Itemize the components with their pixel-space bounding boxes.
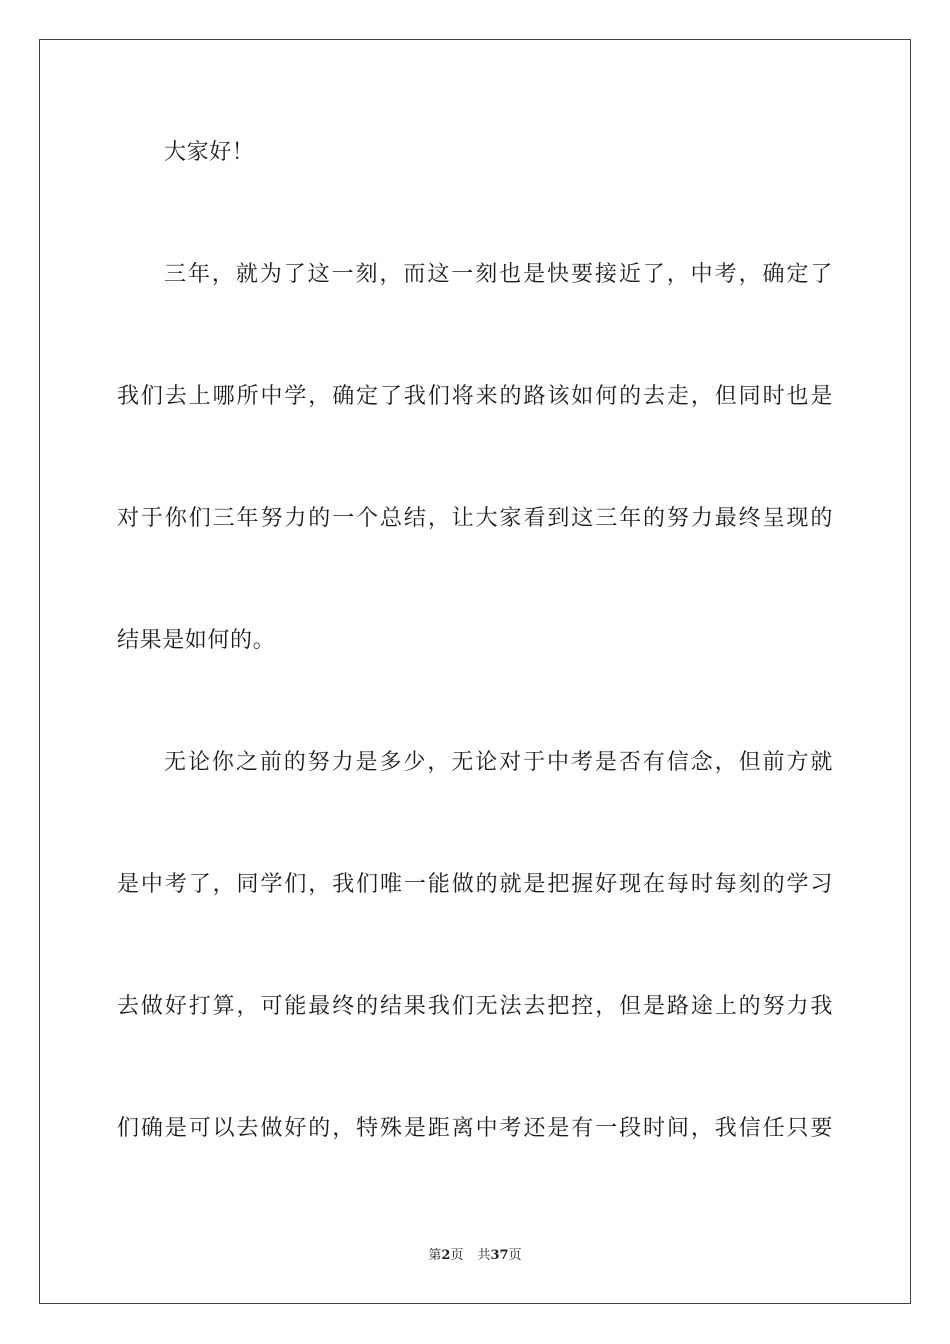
page-suffix: 页: [450, 1248, 464, 1263]
paragraph-1-line-4: 结果是如何的。: [117, 628, 276, 653]
total-pages: 37: [490, 1248, 509, 1263]
paragraph-2-line-4: 们确是可以去做好的，特殊是距离中考还是有一段时间，我信任只要: [117, 1116, 833, 1141]
page-number: 2: [441, 1248, 451, 1263]
page-prefix: 第: [428, 1248, 442, 1263]
paragraph-2-line-3: 去做好打算，可能最终的结果我们无法去把控，但是路途上的努力我: [117, 994, 833, 1019]
greeting-line: 大家好！: [164, 140, 255, 165]
total-suffix: 页: [508, 1248, 522, 1263]
page-footer: [0, 1246, 950, 1266]
paragraph-1-line-3: 对于你们三年努力的一个总结，让大家看到这三年的努力最终呈现的: [117, 506, 833, 531]
paragraph-2-line-1: 无论你之前的努力是多少，无论对于中考是否有信念，但前方就: [164, 750, 833, 775]
paragraph-1-line-2: 我们去上哪所中学，确定了我们将来的路该如何的去走，但同时也是: [117, 384, 833, 409]
paragraph-1-line-1: 三年，就为了这一刻，而这一刻也是快要接近了，中考，确定了: [164, 262, 833, 287]
total-prefix: 共: [477, 1248, 491, 1263]
paragraph-2-line-2: 是中考了，同学们，我们唯一能做的就是把握好现在每时每刻的学习: [117, 872, 833, 897]
